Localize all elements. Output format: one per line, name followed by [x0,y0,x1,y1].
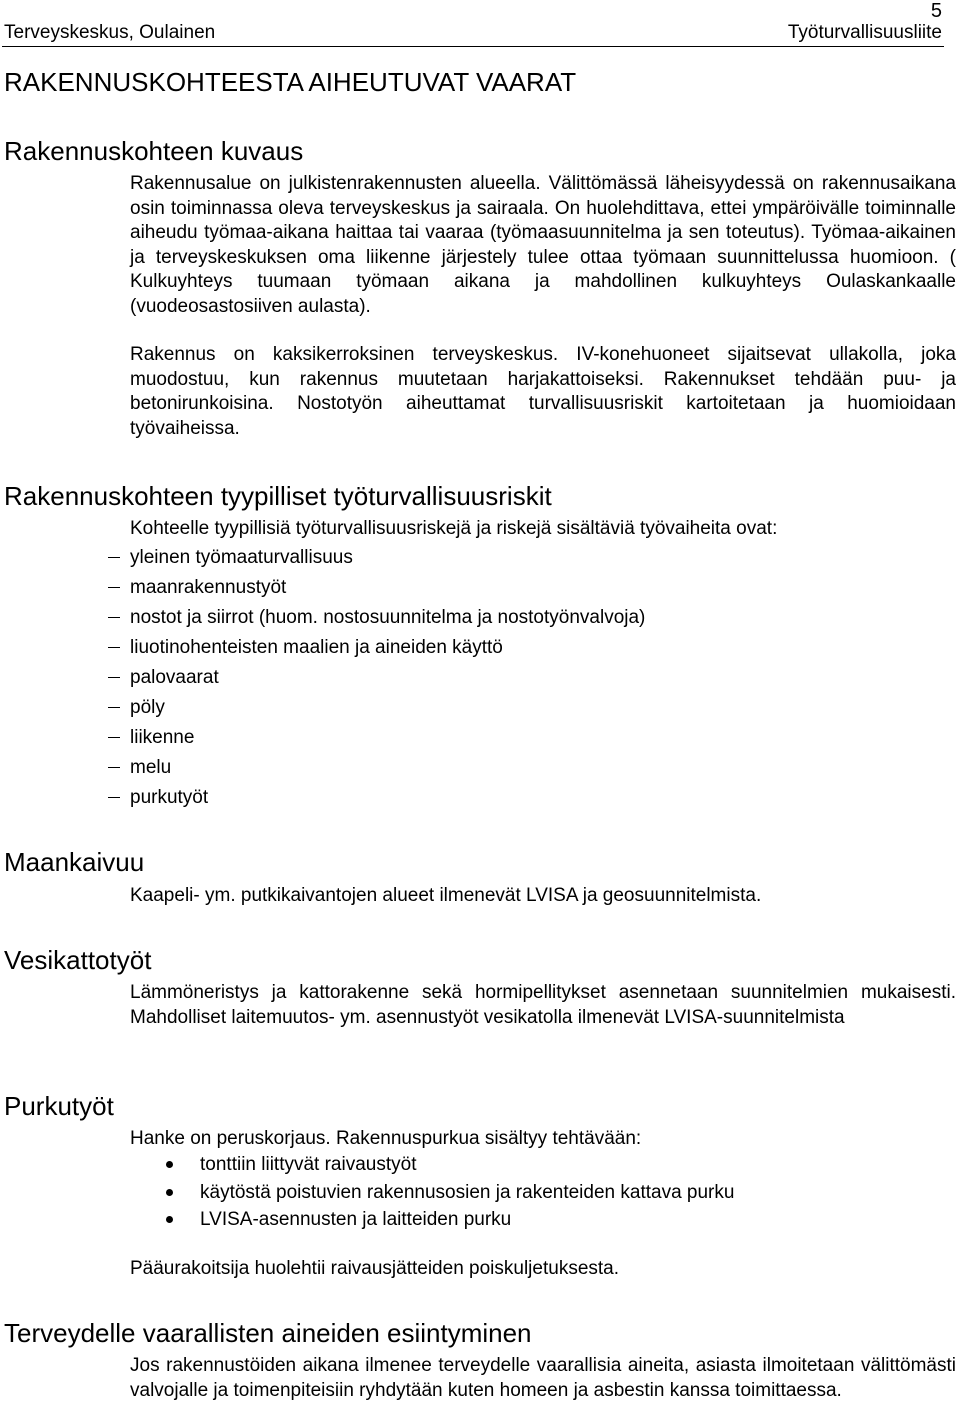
maankaivuu-text: Kaapeli- ym. putkikaivantojen alueet ilmenevät LVISA ja geosuunnitelmista. [130,885,762,906]
page-number: 5 [930,0,942,22]
list-item: yleinen työmaaturvallisuus [130,546,956,576]
bullet-marker [166,1189,173,1196]
purku-list [130,1153,956,1236]
list-item: pöly [130,696,956,726]
heading-kuvaus: Rakennuskohteen kuvaus [4,136,304,166]
heading-vesikatto: Vesikattotyöt [4,945,152,975]
bullet-marker [166,1216,173,1223]
dash-marker [108,647,120,648]
riskit-intro: Kohteelle tyypillisiä työturvallisuusriskejä ja riskejä sisältäviä työvaiheita ovat: [130,518,778,539]
page-title: RAKENNUSKOHTEESTA AIHEUTUVAT VAARAT [4,67,577,97]
kuvaus-paragraph-2: Rakennus on kaksikerroksinen terveyskeskus. IV-konehuoneet sijaitsevat ullakolla, joka muodostuu, kun rakennus muutetaan harjakattoiseksi. Rakennukset tehdään puu- ja betonirunkoisina. Nostotyön aiheuttamat turvallisuusriskit kartoitetaan ja huomioidaan työvaiheissa. [130,344,956,439]
header-divider [2,46,944,47]
list-item: melu [130,756,956,786]
list-item: liikenne [130,726,956,756]
list-item: LVISA-asennusten ja laitteiden purku [130,1208,956,1236]
purku-intro: Hanke on peruskorjaus. Rakennuspurkua sisältyy tehtävään: [130,1128,642,1149]
list-item: palovaarat [130,666,956,696]
heading-riskit: Rakennuskohteen tyypilliset työturvallisuusriskit [4,481,552,511]
heading-aineet: Terveydelle vaarallisten aineiden esiintyminen [4,1318,532,1348]
riskit-list [130,546,956,816]
aineet-text: Jos rakennustöiden aikana ilmenee terveydelle vaarallisia aineita, asiasta ilmoitetaan välittömästi valvojalle ja toimenpiteisiin ryhdytään kuten homeen ja asbestin kanssa toimittaessa. [130,1355,956,1401]
dash-marker [108,797,120,798]
bullet-marker [166,1161,173,1168]
dash-marker [108,767,120,768]
kuvaus-body [130,172,956,441]
list-item: tonttiin liittyvät raivaustyöt [130,1153,956,1181]
riskit-list-container [130,546,956,816]
kuvaus-paragraph-1: Rakennusalue on julkistenrakennusten alueella. Välittömässä läheisyydessä on rakennusaikana osin toiminnassa oleva terveyskeskus ja sairaala. On huolehdittava, ettei ympäröivälle toiminnalle aiheudu työmaa-aikana haittaa tai vaaraa (työmaasuunnitelma ja sen toteutus). Työmaa-aikainen ja terveyskeskuksen oma liikenne järjestely tulee ottaa työmaan suunnittelussa huomioon. ( Kulkuyhteys tuumaan työmaan aikana ja mahdollinen kulkuyhteys Oulaskankaalle (vuodeosastosiiven aulasta). [130,173,956,317]
purku-note: Pääurakoitsija huolehtii raivausjätteiden poiskuljetuksesta. [130,1258,620,1279]
vesikatto-body [130,981,956,1030]
dash-marker [108,707,120,708]
list-item: purkutyöt [130,786,956,816]
list-item: nostot ja siirrot (huom. nostosuunnitelma ja nostotyönvalvoja) [130,606,956,636]
dash-marker [108,677,120,678]
dash-marker [108,557,120,558]
list-item: liuotinohenteisten maalien ja aineiden käyttö [130,636,956,666]
aineet-body [130,1354,956,1403]
dash-marker [108,617,120,618]
header-right: Työturvallisuusliite [787,22,942,43]
heading-purku: Purkutyöt [4,1091,114,1121]
vesikatto-text: Lämmöneristys ja kattorakenne sekä hormipellitykset asennetaan suunnitelmien mukaisesti. Mahdolliset laitemuutos- ym. asennustyöt vesikatolla ilmenevät LVISA-suunnitelmista [130,982,956,1028]
list-item: käytöstä poistuvien rakennusosien ja rakenteiden kattava purku [130,1181,956,1209]
heading-maankaivuu: Maankaivuu [4,847,145,877]
purku-list-container [130,1153,956,1236]
dash-marker [108,587,120,588]
header-left: Terveyskeskus, Oulainen [4,22,216,43]
list-item: maanrakennustyöt [130,576,956,606]
dash-marker [108,737,120,738]
